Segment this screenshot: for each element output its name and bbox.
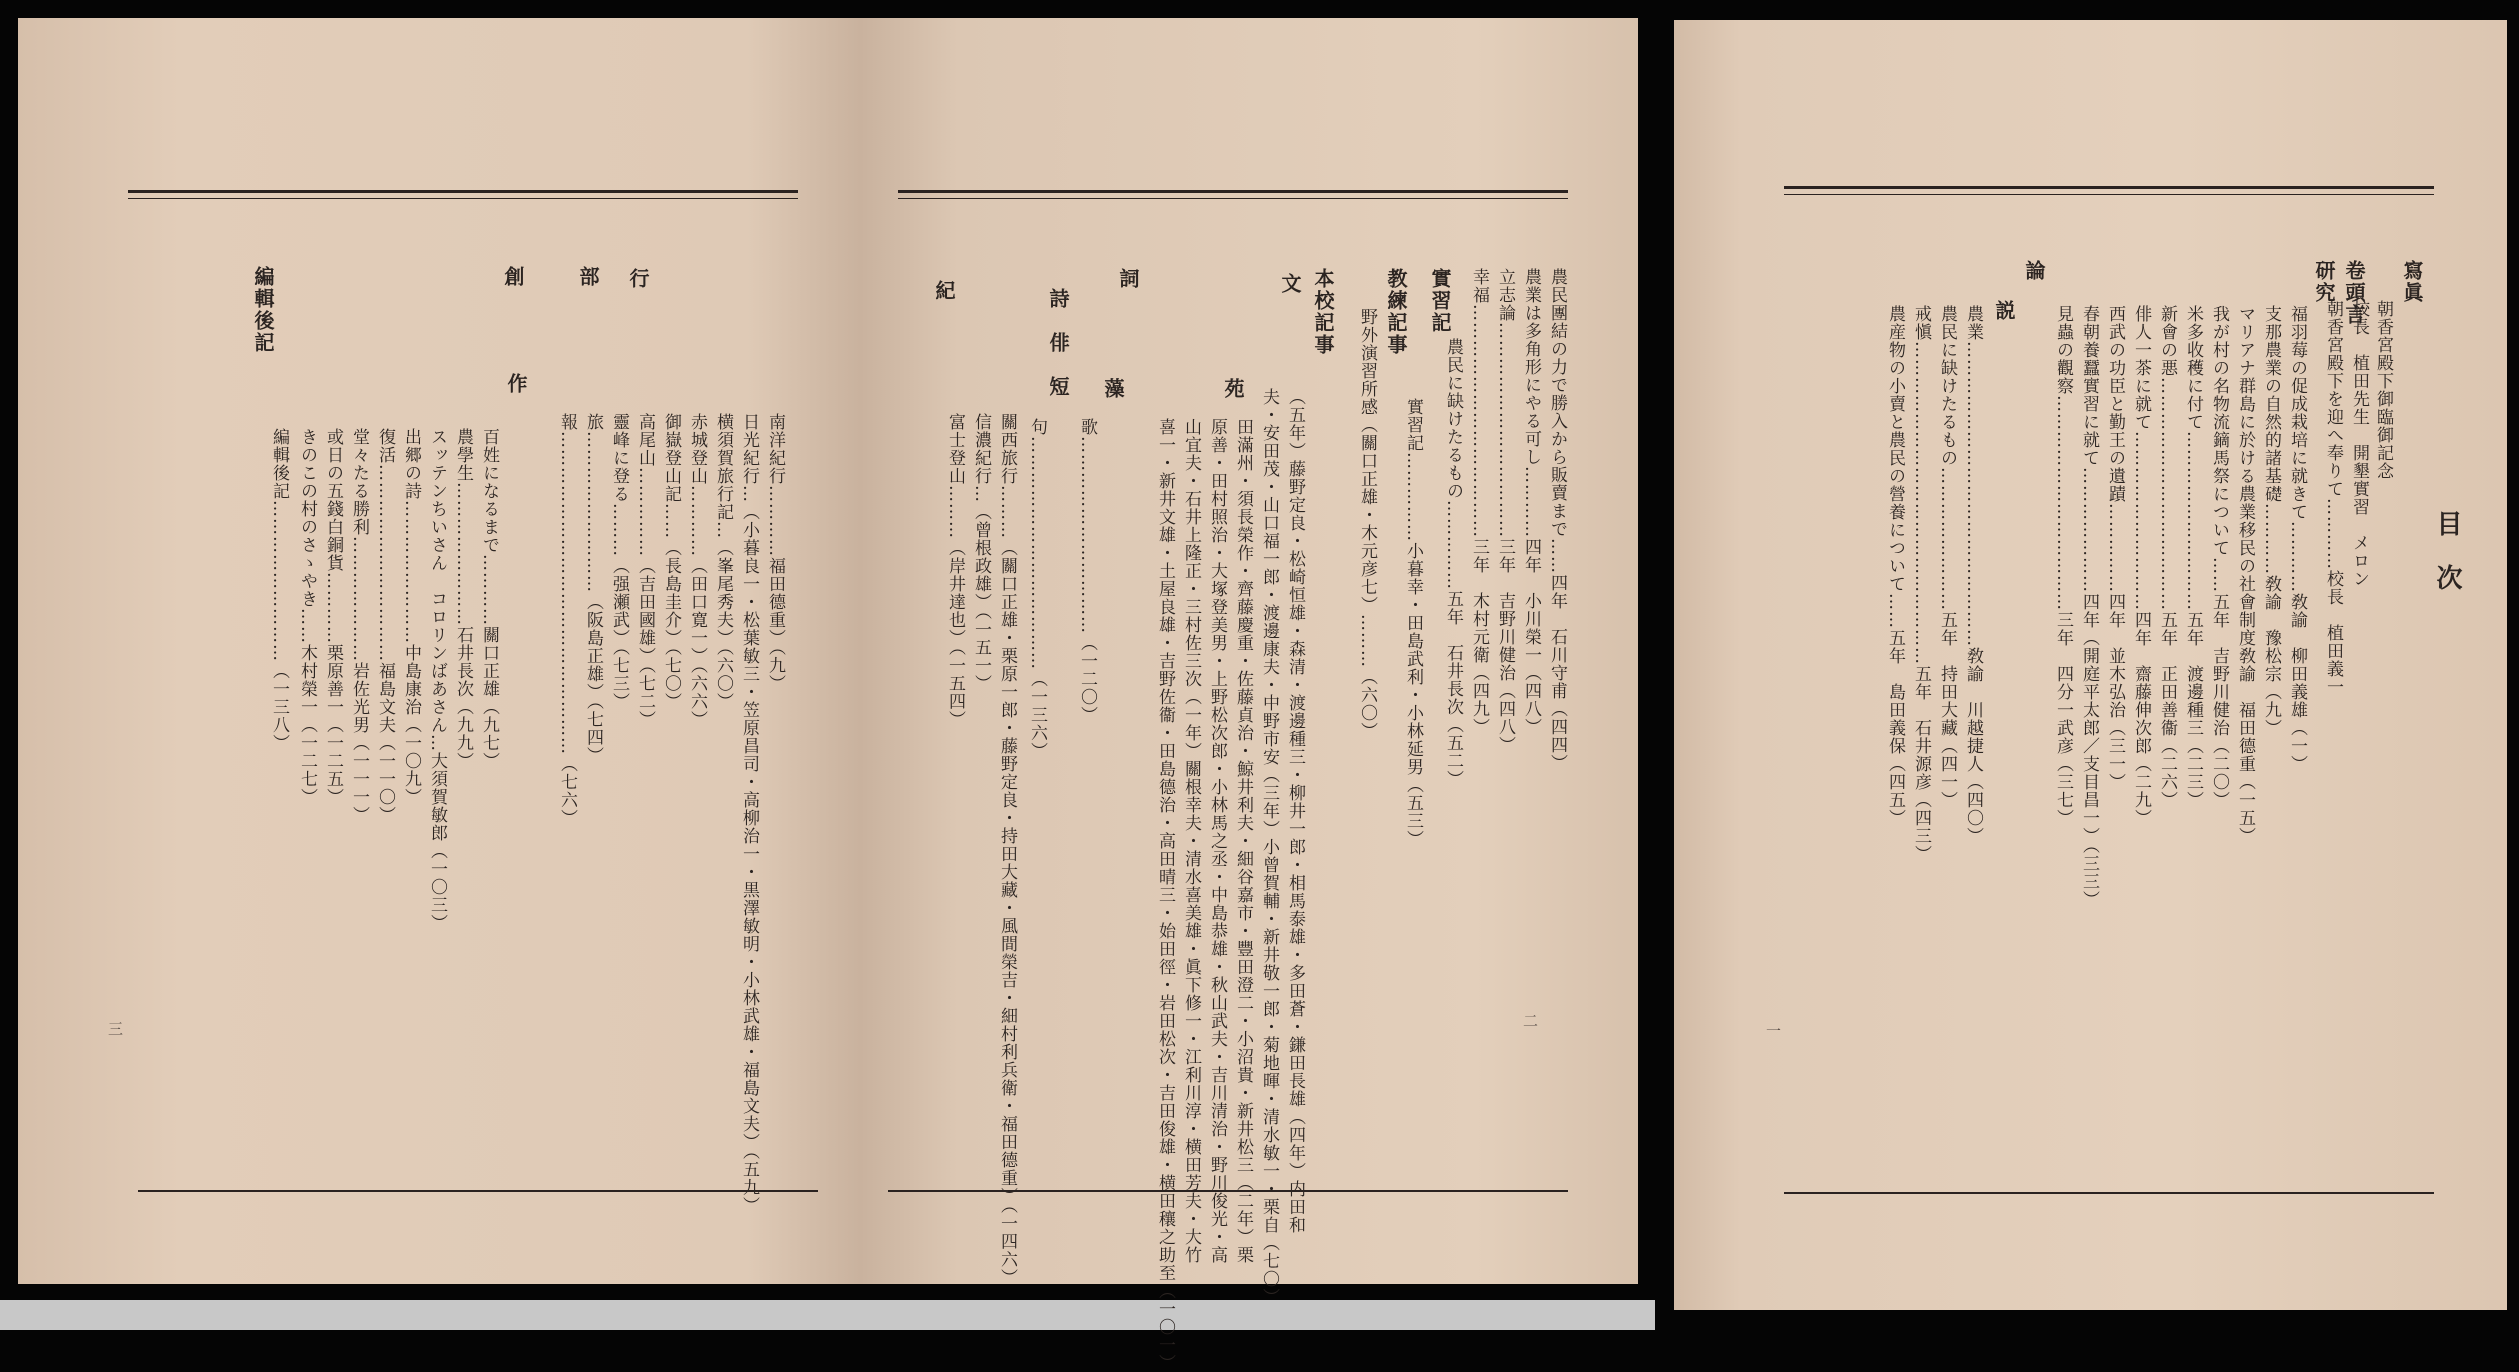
section-heading: 文 [1278,273,1302,295]
section-heading: 論 [2022,260,2046,282]
top-rule [898,198,1568,199]
toc-entry: 夫・安田茂・山口福一郎・渡邊康夫・中野市安（三年）小曾賀輔・新井敬一郎・菊地暉・清水敏一・栗自（七〇） [1259,388,1279,1306]
toc-entry: 新會の悪…………………………………五年 正田善衞（二六） [2157,305,2177,809]
toc-entry: 横須賀旅行記…（峯尾秀夫）（六〇） [713,413,733,711]
section-heading: 部 [576,266,600,288]
toc-entry: 句…………………………………（一三六） [1027,418,1047,760]
toc-entry: 春朝養蠶實習に就て…………………四年（開庭平太郎／支目昌一）（三三） [2079,305,2099,909]
section-heading: 創 [501,266,525,288]
top-rule [128,198,798,199]
toc-entry: 原善・田村照治・大塚登美男・上野松次郎・小林馬之丞・中島恭雄・秋山武夫・吉川清治・野川俊光・高 [1207,418,1227,1264]
section-heading: 作 [504,373,528,395]
contents-page [1674,20,2507,1310]
toc-entry: 富士登山………（岸井達也）（一五四） [945,413,965,729]
toc-entry: 報………………………………………………（七六） [557,413,577,827]
toc-entry: 山宜夫・石井上隆正・三村佐三次（一年）關根幸夫・清水喜美雄・眞下修一・江利川淳・横田芳夫・大竹 [1181,418,1201,1264]
toc-entry: 堂々たる勝利…………………岩佐光男（一一一） [349,428,369,824]
page-number: 二 [1523,1012,1539,1030]
page-number: 一 [1766,1022,1782,1040]
toc-entry: 我が村の名物流鏑馬祭について……五年 吉野川健治（二〇） [2209,305,2229,809]
toc-entry: 農民に缺けたるもの……………………五年 持田大藏（四一） [1937,305,1957,809]
section-heading: 編輯後記 [251,266,275,354]
bottom-rule [888,1190,1568,1192]
page-title: 目次 [2432,510,2462,618]
toc-entry: 見蟲の觀察………………………………三年 四分一武彦（三七） [2053,305,2073,827]
toc-entry: 靈峰に登る………（强瀬武）（七三） [609,413,629,711]
toc-entry: 出郷の詩……………………中島康治（一〇九） [401,428,421,806]
toc-entry: 農民に缺けたるもの……………五年 石井長次（五二） [1443,338,1463,788]
toc-entry: スッテンちいさん コロリンばあさん…大須賀敏郎（一〇三） [427,428,447,932]
toc-entry: 農業……………………………………………敎諭 川越捷人（四〇） [1963,305,1983,845]
toc-entry: 歌……………………………（一二〇） [1077,418,1097,724]
toc-entry: 農學生……………………石井長次（九九） [453,428,473,770]
section-heading: 卷頭言 [2342,260,2366,326]
toc-entry: （五年）藤野定良・松崎恒雄・森清・渡邊種三・柳井一郎・相馬泰雄・多田蒼・鎌田長雄（四年）内田和 [1285,388,1305,1234]
toc-entry: 信濃紀行…（曾根政雄）（一五一） [971,413,991,693]
toc-entry: 高尾山……………（吉田國雄）（七二） [635,413,655,729]
section-heading: 詩 俳 短 [1046,288,1070,398]
toc-entry: 復活……………………………福島文夫（一一〇） [375,428,395,824]
toc-entry: 西武の功臣と勤王の遺蹟……………四年 並木弘治（三一） [2105,305,2125,791]
section-heading: 紀 [932,280,956,302]
toc-entry: 福羽莓の促成栽培に就きて…………敎諭 柳田義雄（一） [2287,305,2307,773]
section-heading: 苑 [1221,378,1245,400]
toc-entry: 俳人一茶に就て…………………………四年 齋藤伸次郎（二九） [2131,305,2151,827]
bottom-rule [138,1190,818,1192]
section-heading: 詞 [1116,268,1140,290]
section-heading: 藻 [1101,378,1125,400]
toc-entry: 赤城登山…………（田口寛一）（六六） [687,413,707,729]
section-heading: 教練記事 [1384,268,1408,356]
toc-entry: 校長 植田先生 開墾實習 メロン [2349,300,2369,588]
toc-entry: 關西旅行………（關口正雄・栗原一郎・藤野定良・持田大藏・風間榮吉・細村利兵衛・福田德重）（一四六） [997,413,1017,1287]
toc-entry: 南洋紀行…………福田德重）（九） [765,413,785,693]
section-heading: 實習記 [1428,268,1452,334]
toc-entry: 百姓になるまで…………關口正雄（九七） [479,428,499,770]
spread-page [18,18,1638,1372]
section-heading: 寫眞 [2400,260,2424,304]
toc-entry: 喜一・新井文雄・土屋良雄・吉野佐衞・田島德治・高田晴三・始田徑・岩田松次・吉田俊雄・横田穰之助至（一〇一） [1155,418,1175,1372]
top-rule [898,190,1568,193]
toc-entry: 立志論………………………………三年 吉野川健治（四八） [1495,268,1515,754]
toc-entry: マリアナ群島に於ける農業移民の社會制度敎諭 福田德重（一五） [2235,305,2255,845]
page-number: 三 [108,1020,124,1038]
toc-entry: 支那農業の自然的諸基礎…………敎諭 豫松宗（九） [2261,305,2281,737]
bottom-rule [1784,1192,2434,1194]
toc-entry: 農産物の小賣と農民の營養について……五年 島田義保（四五） [1885,305,1905,827]
section-heading: 説 [1992,300,2016,322]
section-heading: 研究 [2312,260,2336,304]
toc-entry: 田滿州・須長榮作・齊藤慶重・佐藤貞治・鯨井利夫・細谷嘉市・豐田澄二・小沼貴・新井松三（二年）栗 [1233,418,1253,1264]
top-rule [128,190,798,193]
top-rule [1784,194,2434,195]
toc-entry: 編輯後記………………………（一三八） [269,428,289,752]
toc-entry: きのこの村のさゝやき……木村榮一（一二七） [297,428,317,806]
toc-entry: 幸福…………………………………三年 木村元衛（四九） [1469,268,1489,736]
section-heading: 本校記事 [1311,268,1335,356]
toc-entry: 米多收穫に付て…………………………五年 渡邊種三（二三） [2183,305,2203,809]
toc-entry: 實習記……………小暮幸・田島武利・小林延男（五三） [1403,398,1423,848]
toc-entry: 朝香宮殿下を迎へ奉りて…………校長 植田義一 [2323,300,2343,696]
toc-entry: 旅………………………（阪島正雄）（七四） [583,413,603,765]
toc-entry: 野外演習所感（關口正雄・木元彦七）………（六〇） [1357,308,1377,740]
toc-entry: 日光紀行…（小暮良一・松葉敏三・笠原昌司・高柳治一・黒澤敏明・小林武雄・福島文夫）（五九） [739,413,759,1215]
toc-entry: 戒愼………………………………………………五年 石井源彦（四三） [1911,305,1931,863]
section-heading: 行 [626,268,650,290]
toc-entry: 朝香宮殿下御臨御記念 [2373,300,2393,480]
toc-entry: 農民團結の力で勝入から販賣まで……四年 石川守甫（四四） [1547,268,1567,772]
toc-entry: 農業は多角形にやる可し…………四年 小川榮一（四八） [1521,268,1541,736]
toc-entry: 御嶽登山記……（長島圭介）（七〇） [661,413,681,711]
toc-entry: 或日の五錢白銅貨…………栗原善一（一二五） [323,428,343,806]
top-rule [1784,186,2434,189]
scanner-bed-strip [0,1300,1655,1330]
